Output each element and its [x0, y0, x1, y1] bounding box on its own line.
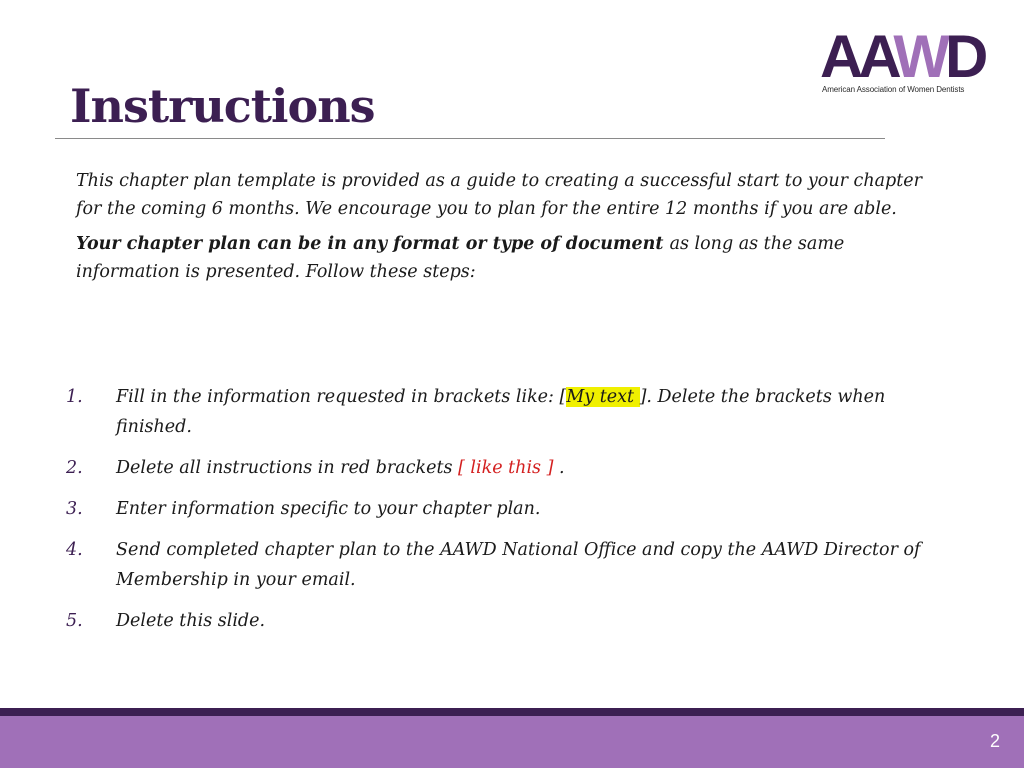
- step-item: 3. Enter information specific to your chapter plan.: [62, 494, 942, 524]
- page-number: 2: [989, 731, 1000, 751]
- aawd-logo-caption: American Association of Women Dentists: [822, 85, 965, 94]
- intro-paragraph-2-rest: as long as the same information is presented. Follow these steps:: [76, 234, 845, 282]
- intro-paragraph-2: [76, 231, 936, 286]
- aawd-logo-mark: AAWD: [820, 23, 984, 90]
- steps-list: [62, 382, 942, 647]
- title-divider: [55, 138, 885, 139]
- aawd-logo: [820, 23, 1000, 98]
- step-item: 4. Send completed chapter plan to the AAWD National Office and copy the AAWD Director of Membership in your email.: [62, 535, 942, 595]
- footer-band-dark: [0, 708, 1024, 716]
- step-number: 5.: [66, 611, 83, 631]
- intro-bold-text: Your chapter plan can be in any format or type of document: [76, 234, 670, 254]
- intro-text: [76, 168, 936, 294]
- intro-paragraph-1: This chapter plan template is provided as a guide to creating a successful start to your chapter for the coming 6 months. We encourage you to plan for the entire 12 months if you are able.: [76, 171, 923, 219]
- step-number: 1.: [66, 387, 83, 407]
- step-item: 2. Delete all instructions in red brackets [ like this ] .: [62, 453, 942, 483]
- slide-title: Instructions: [70, 79, 375, 133]
- step-item: 5. Delete this slide.: [62, 606, 942, 636]
- footer-band: [0, 716, 1024, 768]
- step-item: 1. Fill in the information requested in brackets like: [My text ]. Delete the brackets when finished.: [62, 382, 942, 442]
- step-number: 4.: [66, 540, 83, 560]
- red-bracket-example: [ like this ]: [458, 458, 554, 478]
- highlighted-example-text: My text: [566, 387, 640, 407]
- step-number: 2.: [66, 458, 83, 478]
- step-number: 3.: [66, 499, 83, 519]
